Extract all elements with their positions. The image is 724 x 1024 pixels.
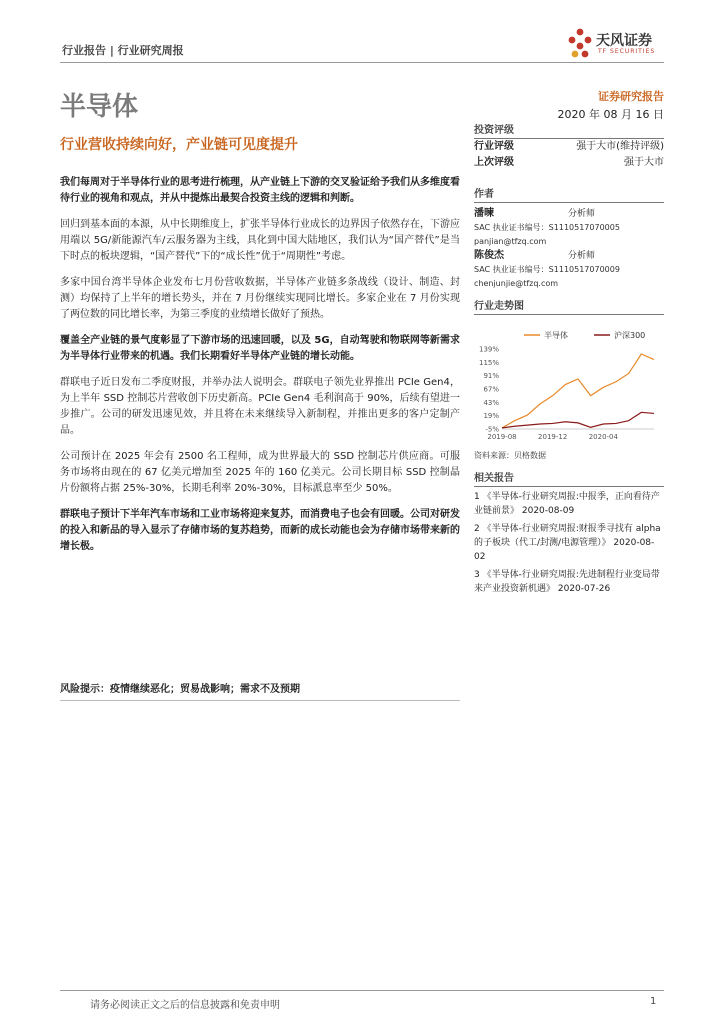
paragraph: 公司预计在 2025 年会有 2500 名工程师，成为世界最大的 SSD 控制芯片供应商。可服务市场将由现在的 67 亿美元增加至 2025 年的 160 亿美元。公司长期目标 SSD 控制晶片份额将占据 25%-30%，长期毛利率 20%-30%，目标派息率至少 50%。	[60, 451, 460, 494]
y-tick-label: 43%	[483, 398, 499, 407]
author-role: 分析师	[568, 209, 596, 219]
paragraph: 群联电子近日发布二季度财报，并举办法人说明会。群联电子领先业界推出 PCIe Gen4，为上半年 SSD 控制芯片营收创下历史新高。PCIe Gen4 毛利润高于 90%，后续有望进一步推广。公司的研发迅速见效，并且将在未来继续导入新制程，并推出更多的客户定制产品。	[60, 377, 460, 436]
x-tick-label: 2020-04	[588, 433, 618, 441]
author-cert: SAC 执业证书编号：S1110517070005	[474, 223, 620, 232]
report-date: 2020 年 08 月 16 日	[557, 108, 664, 121]
paragraph: 我们每周对于半导体行业的思考进行梳理，从产业链上下游的交叉验证给予我们从多维度看待行业的视角和观点，并从中提炼出最契合投资主线的逻辑和判断。	[60, 177, 460, 204]
series-line	[502, 412, 654, 428]
chart-section	[474, 300, 664, 463]
industry-rating-value: 强于大市(维持评级)	[576, 141, 664, 152]
author-name: 陈俊杰	[474, 250, 504, 261]
y-tick-label: 19%	[483, 412, 499, 421]
page-subtitle: 行业营收持续向好，产业链可见度提升	[60, 137, 298, 153]
header-divider	[60, 62, 664, 63]
author-cert: SAC 执业证书编号：S1110517070009	[474, 265, 620, 274]
related-section	[474, 472, 664, 596]
logo	[566, 28, 666, 64]
author-email[interactable]: panjian@tfzq.com	[474, 237, 547, 246]
authors-section	[474, 188, 664, 291]
page-title: 半导体	[60, 92, 139, 122]
report-type: 证券研究报告	[598, 90, 664, 103]
footer-divider	[60, 990, 664, 991]
body-text	[60, 175, 460, 565]
paragraph: 多家中国台湾半导体企业发布七月份营收数据，半导体产业链多条战线（设计、制造、封测）均保持了上半年的增长势头，并在 7 月份继续实现同比增长。多家企业在 7 月份实现了两位数的同比增长率，为第三季度的业绩增长做好了预热。	[60, 277, 460, 320]
paragraph: 覆盖全产业链的景气度彰显了下游市场的迅速回暖，以及 5G，自动驾驶和物联网等新需求为半导体行业带来的机遇。我们长期看好半导体产业链的增长动能。	[60, 335, 460, 362]
y-tick-label: 115%	[478, 358, 499, 367]
related-report-link[interactable]: 2 《半导体-行业研究周报:财报季寻找有 alpha 的子板块（代工/封测/电源管理）》 2020-08-02	[474, 524, 661, 562]
y-tick-label: 91%	[483, 372, 499, 381]
x-tick-label: 2019-08	[487, 433, 517, 441]
risk-warning: 风险提示：疫情继续恶化；贸易战影响；需求不及预期	[60, 684, 300, 695]
previous-rating-value: 强于大市	[624, 157, 664, 168]
chart-heading: 行业走势图	[474, 301, 524, 312]
series-line	[502, 354, 654, 428]
logo-text: 天风证券	[596, 33, 652, 49]
x-tick-label: 2019-12	[538, 433, 568, 441]
y-tick-label: 67%	[483, 385, 499, 394]
related-report-link[interactable]: 3 《半导体-行业研究周报:先进制程行业变局带来产业投资新机遇》 2020-07-26	[474, 570, 660, 594]
paragraph: 群联电子预计下半年汽车市场和工业市场将迎来复苏，而消费电子也会有回暖。公司对研发的投入和新品的导入显示了存储市场的复苏趋势，而新的成长动能也会为存储市场带来新的增长极。	[60, 509, 460, 552]
previous-rating	[474, 155, 664, 171]
legend-label: 半导体	[544, 331, 568, 340]
logo-mark-icon	[566, 28, 594, 62]
author-name: 潘暕	[474, 208, 494, 219]
paragraph: 回归到基本面的本源，从中长期维度上，扩张半导体行业成长的边界因子依然存在，下游应用端以 5G/新能源汽车/云服务器为主线，具化到中国大陆地区，我们认为“国产替代”是当下时点的板块逻辑，“国产替代”下的“成长性”优于“周期性”考虑。	[60, 219, 460, 262]
previous-rating-label: 上次评级	[474, 157, 514, 168]
author-row	[474, 207, 664, 221]
risk-divider	[60, 700, 460, 701]
y-tick-label: -5%	[485, 425, 499, 434]
industry-rating	[474, 139, 664, 155]
rating-heading: 投资评级	[474, 125, 514, 136]
legend-label: 沪深300	[614, 331, 646, 340]
author-row	[474, 249, 664, 263]
footer-disclaimer: 请务必阅读正文之后的信息披露和免责申明	[90, 1000, 280, 1011]
related-report-link[interactable]: 1 《半导体-行业研究周报:中报季，正向看待产业链前景》 2020-08-09	[474, 492, 660, 516]
industry-rating-label: 行业评级	[474, 141, 514, 152]
chart-source: 资料来源：贝格数据	[474, 451, 546, 460]
rating-section	[474, 124, 664, 171]
report-category: 行业报告 | 行业研究周报	[62, 44, 184, 57]
author-email[interactable]: chenjunjie@tfzq.com	[474, 279, 559, 288]
logo-subtext: TF SECURITIES	[598, 48, 656, 55]
authors-divider	[474, 202, 664, 203]
authors-heading: 作者	[474, 189, 494, 200]
y-tick-label: 139%	[478, 345, 499, 354]
related-divider	[474, 486, 664, 487]
industry-trend-chart	[474, 319, 664, 447]
author-role: 分析师	[568, 251, 596, 261]
chart-divider	[474, 314, 664, 315]
related-heading: 相关报告	[474, 473, 514, 484]
page-number: 1	[650, 996, 657, 1007]
